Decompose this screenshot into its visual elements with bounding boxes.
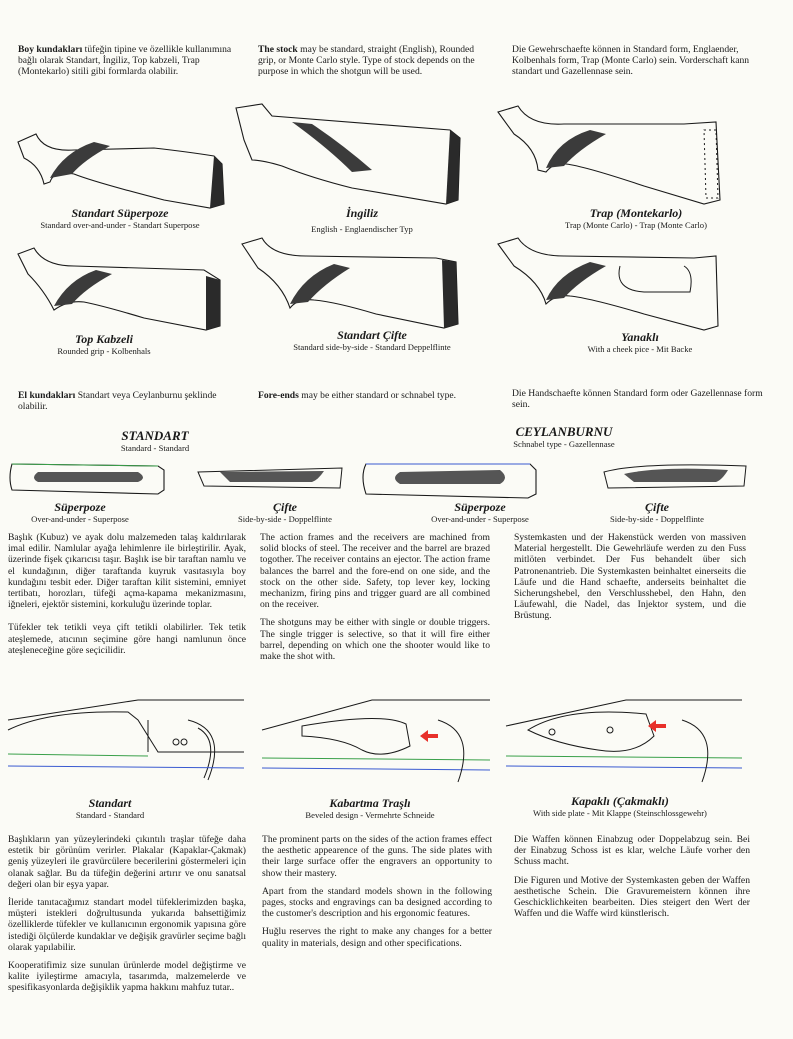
stock-title-5: Standart Çifte [337, 328, 407, 342]
forend-group-schnabel-title: CEYLANBURNU [515, 424, 613, 439]
receiver-caption-1 [40, 796, 180, 821]
forend-title-2: Çifte [273, 500, 297, 514]
forend-title-4: Çifte [645, 500, 669, 514]
intro-turkish-text: tüfeğin tipine ve özellikle kullanımına bağlı olarak Standart, İngiliz, Top kabzeli, Trap (Montekarlo) sitili gibi formlarda olabilir. [18, 44, 232, 78]
forend-schnabel-side-by-side-drawing [600, 460, 750, 496]
action-tr-p2: Tüfekler tek tetikli veya çift tetikli olabilirler. Tek tetik ateşlemede, atıcının seçimine göre hangi namlunun önce ateşleneceğine göre seçicilidir. [8, 622, 246, 656]
stock-title-6: Yanaklı [621, 330, 659, 344]
engraving-en-p2: Apart from the standard models shown in the following pages, stocks and engravings can ba designed according to the customer's description and his ergonomic features. [262, 885, 492, 920]
receiver-title-3: Kapaklı (Çakmaklı) [571, 794, 669, 808]
forend-sub-4: Side-by-side - Doppelflinte [609, 514, 705, 524]
forend-caption-2 [210, 500, 360, 525]
stock-english-drawing [232, 100, 464, 210]
intro-turkish [18, 44, 238, 78]
receiver-side-plate-drawing [506, 690, 746, 790]
stock-rounded-grip-drawing [14, 240, 226, 336]
stock-sub-2: English - Englaendischer Typ [311, 224, 413, 234]
forend-schnabel-superpose-drawing [360, 456, 540, 502]
intro-english [258, 44, 494, 78]
forends-turkish [18, 390, 248, 412]
forend-group-standard-title: STANDART [121, 428, 189, 443]
forends-english [258, 390, 508, 401]
engraving-english [262, 834, 492, 956]
action-turkish [8, 532, 246, 663]
engraving-en-p3: Huğlu reserves the right to make any changes for a better quality in materials, design and other specifications. [262, 926, 492, 949]
engraving-tr-p2: İleride tanıtacağımız standart model tüfeklerimizden başka, müşteri istekleri doğrultusunda yukarıda bahsettiğimiz özelliklerde tüfekler ve kullanıcının ergonomik yapısına göre istediği ölçülerde kundaklar ve değişik gravürler seçime bağlı olarak yapılabilir. [8, 897, 246, 953]
stock-title-3: Trap (Montekarlo) [589, 206, 683, 220]
stock-cheek-piece-drawing [494, 232, 724, 332]
action-english [260, 532, 490, 669]
forend-caption-1 [10, 500, 150, 525]
forend-group-standard-sub: Standard - Standard [120, 443, 190, 453]
stock-caption-2 [250, 206, 474, 235]
engraving-turkish [8, 834, 246, 1001]
intro-english-text: may be standard, straight (English), Rounded grip, or Monte Carlo style. Type of stock depends on the purpose in which the shotgun will be used. [258, 44, 475, 78]
stock-standard-superpose-drawing [14, 112, 226, 212]
intro-german: Die Gewehrschaefte können in Standard form, Englaender, Kolbenhals form, Trap (Monte Carlo) sein. Vorderschaft kann standart und Gazellennase sein. [512, 44, 750, 78]
engraving-en-p1: The prominent parts on the sides of the action frames effect the aesthetic appearence of the guns. The side plates with their large surface offer the engravers an opportunity to show their mastery. [262, 834, 492, 879]
forends-turkish-text: Standart veya Ceylanburnu şeklinde olabilir. [18, 390, 217, 413]
stock-title-2: İngiliz [345, 206, 378, 220]
receiver-caption-3 [520, 794, 720, 819]
stock-sub-4: Rounded grip - Kolbenhals [57, 346, 151, 356]
stock-sub-6: With a cheek pice - Mit Backe [587, 344, 693, 354]
forend-group-schnabel [494, 424, 634, 450]
receiver-beveled-drawing [262, 690, 492, 790]
action-tr-p1: Başlık (Kubuz) ve ayak dolu malzemeden talaş kaldırılarak imal edilir. Namlular ayağa lehimlenre ile birleştirilir. Ayak, üzerinde fişek çıkarıcısı taşır. Başlık ise bir taraftan namlu ve el kundağının, diğer taraftanda kuyruk vasıtasıyla boy kundağını tesbit eder. Diğer taraftan kilit sistemini, emniyet tertibatı, horozları, tüfeği açma-kapama mekanizmasını, iğneleri, ejektör sistemini, korkuluğu üzerinde toplar. [8, 532, 246, 611]
stock-trap-drawing [494, 100, 724, 208]
forend-group-standard [90, 428, 220, 454]
engraving-tr-p3: Kooperatifimiz size sunulan ürünlerde model değiştirme ve kalite iyileştirme amacıyla, tasarımda, malzemelerde ve spesifikasyonlarda değişiklik yapma hakkını mahfuz tutar.. [8, 960, 246, 994]
forend-group-schnabel-sub: Schnabel type - Gazellennase [513, 439, 615, 449]
forends-turkish-bold: El kundakları [18, 390, 76, 401]
action-en-p1: The action frames and the receivers are machined from solid blocks of steel. The receiver and the barrel are brazed togother. The receiver contains an ejector. The action frame balances the barrel and the fore-end on one side, and the stock on the other side. Safety, top lever key, locking mechanizm, firing pins and trigger guard are all combined on the receiver. [260, 532, 490, 611]
forend-caption-4 [582, 500, 732, 525]
stock-title-1: Standart Süperpoze [71, 206, 169, 220]
forend-caption-3 [410, 500, 550, 525]
forend-standard-superpose-drawing [8, 458, 168, 498]
forend-sub-3: Over-and-under - Superpose [431, 514, 529, 524]
receiver-caption-2 [270, 796, 470, 821]
receiver-standard-drawing [8, 690, 248, 790]
stock-caption-5 [262, 328, 482, 353]
forend-sub-2: Side-by-side - Doppelflinte [237, 514, 333, 524]
action-en-p2: The shotguns may be either with single or double triggers. The single trigger is selective, so that it will fire either barrel, depending on which one the shooter would like to make the shot with. [260, 617, 490, 663]
receiver-sub-1: Standard - Standard [75, 810, 145, 820]
forend-title-1: Süperpoze [54, 500, 106, 514]
forend-sub-1: Over-and-under - Superpose [31, 514, 129, 524]
stock-title-4: Top Kabzeli [75, 332, 133, 346]
forends-german: Die Handschaefte können Standard form oder Gazellennase form sein. [512, 388, 763, 411]
intro-turkish-bold: Boy kundakları [18, 44, 83, 55]
intro-english-bold: The stock [258, 44, 298, 55]
engraving-tr-p1: Başlıkların yan yüzeylerindeki çıkıntılı traşlar tüfeğe daha estetik bir görünüm verirler. Plakalar (Kapaklar-Çakmak) geniş yüzeyleri ile gravürcülere becerilerini göstermeleri için olanak sağlar. Bu da tüfeğin değerini artırır ve onu sanatsal değeri olan bir eşya yapar. [8, 834, 246, 890]
stock-caption-6 [540, 330, 740, 355]
stock-caption-3 [524, 206, 748, 231]
engraving-de-p1: Die Waffen können Einabzug oder Doppelabzug sein. Bei der Einabzug Schoss ist es klar, welche Läufe vorher den Schuss macht. [514, 834, 750, 868]
stock-side-by-side-drawing [236, 232, 462, 332]
receiver-title-2: Kabartma Traşlı [329, 796, 411, 810]
receiver-sub-2: Beveled design - Vermehrte Schneide [305, 810, 435, 820]
engraving-de-p2: Die Figuren und Motive der Systemkasten geben der Waffen aesthetische Schein. Die Gravuremeistern können ihre Geschicklichkeiten bearbeiten. Dies steigert den Wert der Waffen und die Waffe wird künstlerisch. [514, 874, 750, 920]
engraving-german [514, 834, 750, 926]
receiver-title-1: Standart [88, 796, 132, 810]
stock-caption-1 [14, 206, 226, 231]
forends-english-text: may be either standard or schnabel type. [298, 390, 457, 401]
stock-sub-3: Trap (Monte Carlo) - Trap (Monte Carlo) [565, 220, 707, 230]
forends-english-bold: Fore-ends [258, 390, 299, 401]
receiver-sub-3: With side plate - Mit Klappe (Steinschlossgewehr) [533, 808, 707, 818]
forend-title-3: Süperpoze [454, 500, 506, 514]
action-german [514, 532, 746, 629]
action-de-p1: Systemkasten und der Hakenstück werden von massiven Material hergestellt. Die Gewehrläufe werden zu den Fuss mitlöten verbindet. Der Fus behandelt über sich Patronenantrieb. Die Systemkasten beinhaltet einerseits die Läufe und die Hand schaefte, anderseits beinhaltet die Sicherungshebel, den Verschlusshebel, den Hahn, den Läufewahl, die Nadel, das Injektor system, und die Brüstung. [514, 532, 746, 622]
stock-caption-4 [14, 332, 194, 357]
stock-sub-1: Standard over-and-under - Standart Superpose [40, 220, 200, 230]
forend-standard-side-by-side-drawing [196, 462, 346, 496]
stock-sub-5: Standard side-by-side - Standard Deppelflinte [293, 342, 451, 352]
